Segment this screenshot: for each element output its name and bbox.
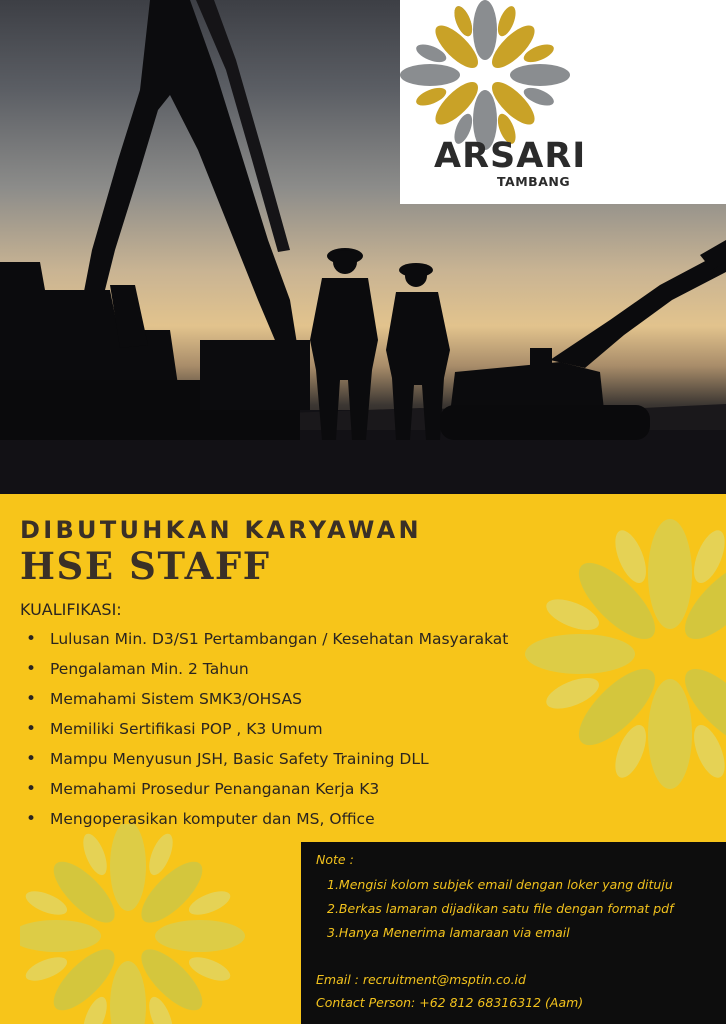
- qualifications-title: KUALIFIKASI:: [20, 600, 122, 619]
- hero-photo: [0, 0, 726, 494]
- decorative-flower-icon-2: [20, 824, 250, 1024]
- qualification-item: • Memahami Sistem SMK3/OHSAS: [24, 687, 508, 717]
- note-item: 1.Mengisi kolom subjek email dengan loker yang dituju: [327, 877, 673, 892]
- qualifications-list: [24, 627, 508, 837]
- note-item: 3.Hanya Menerima lamaraan via email: [327, 925, 570, 940]
- qualification-item: • Lulusan Min. D3/S1 Pertambangan / Kesehatan Masyarakat: [24, 627, 508, 657]
- brand-name: ARSARI: [434, 136, 587, 176]
- brand-subtitle: TAMBANG: [497, 174, 571, 189]
- contact-person: Contact Person: +62 812 68316312 (Aam): [316, 995, 584, 1010]
- qualification-item: • Memiliki Sertifikasi POP , K3 Umum: [24, 717, 508, 747]
- arsari-flower-logo-icon: [400, 0, 570, 150]
- qualification-item: • Mampu Menyusun JSH, Basic Safety Training DLL: [24, 747, 508, 777]
- contact-email[interactable]: Email : recruitment@msptin.co.id: [316, 972, 526, 987]
- note-item: 2.Berkas lamaran dijadikan satu file dengan format pdf: [327, 901, 674, 916]
- note-list: [327, 876, 674, 948]
- qualification-item: • Memahami Prosedur Penanganan Kerja K3: [24, 777, 508, 807]
- decorative-flower-icon: [520, 514, 726, 814]
- qualification-item: • Pengalaman Min. 2 Tahun: [24, 657, 508, 687]
- qualification-item: • Mengoperasikan komputer dan MS, Office: [24, 807, 508, 837]
- headline-hiring: DIBUTUHKAN KARYAWAN: [20, 516, 422, 544]
- note-title: Note :: [316, 852, 354, 867]
- logo-panel: [400, 0, 726, 204]
- note-box: [301, 842, 726, 1024]
- headline-position: HSE STAFF: [20, 544, 271, 588]
